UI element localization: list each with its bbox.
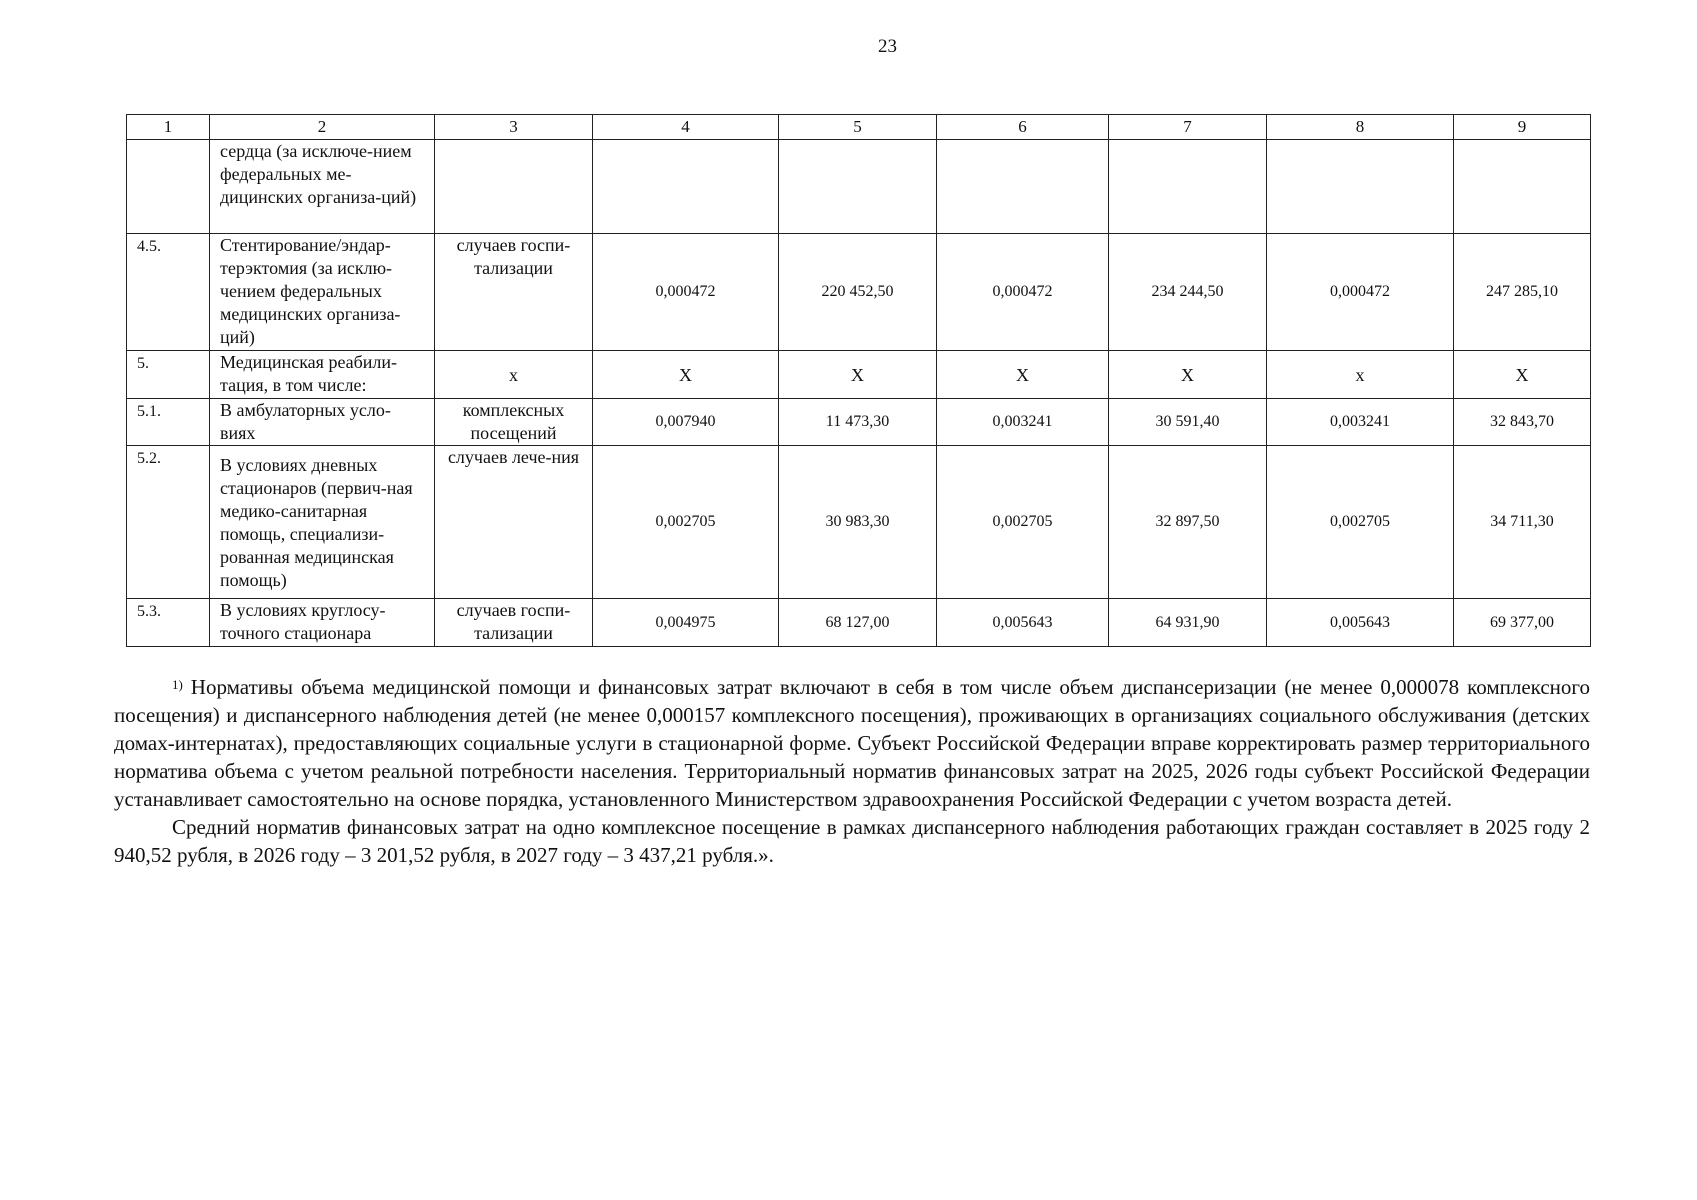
page-number: 23: [878, 36, 897, 57]
column-header: 2: [210, 115, 435, 140]
row-value: Х: [1454, 351, 1591, 399]
row-value: [593, 140, 779, 234]
row-value: 11 473,30: [779, 399, 937, 446]
row-value: 0,003241: [1267, 399, 1454, 446]
row-unit: случаев госпи-тализации: [435, 599, 593, 647]
row-value: 68 127,00: [779, 599, 937, 647]
row-name: Медицинская реабили-тация, в том числе:: [210, 351, 435, 399]
row-value: 0,005643: [1267, 599, 1454, 647]
column-header: 1: [127, 115, 210, 140]
table-row: [127, 351, 1591, 399]
row-name: В условиях дневных стационаров (первич-ная медико-санитарная помощь, специализи-рованная медицинская помощь): [210, 446, 435, 599]
row-value: Х: [1109, 351, 1267, 399]
row-unit: случаев госпи-тализации: [435, 234, 593, 351]
row-value: 220 452,50: [779, 234, 937, 351]
row-value: 64 931,90: [1109, 599, 1267, 647]
row-value: 32 843,70: [1454, 399, 1591, 446]
row-value: 0,005643: [937, 599, 1109, 647]
row-value: 32 897,50: [1109, 446, 1267, 599]
column-header: 3: [435, 115, 593, 140]
row-value: 34 711,30: [1454, 446, 1591, 599]
column-header: 6: [937, 115, 1109, 140]
row-value: 247 285,10: [1454, 234, 1591, 351]
column-header: 4: [593, 115, 779, 140]
row-name: сердца (за исключе-нием федеральных ме-дицинских организа-ций): [210, 140, 435, 234]
norms-table: [126, 114, 1591, 647]
row-value: 0,002705: [1267, 446, 1454, 599]
row-value: Х: [937, 351, 1109, 399]
footnote-paragraph: [114, 673, 1590, 813]
row-value: 0,000472: [937, 234, 1109, 351]
row-value: [1454, 140, 1591, 234]
row-value: 0,007940: [593, 399, 779, 446]
row-value: 0,000472: [593, 234, 779, 351]
row-value: 0,004975: [593, 599, 779, 647]
table-header-row: [127, 115, 1591, 140]
row-value: 30 591,40: [1109, 399, 1267, 446]
row-value: 0,002705: [937, 446, 1109, 599]
row-name: В амбулаторных усло-виях: [210, 399, 435, 446]
footnote-marker: 1): [172, 677, 183, 692]
table-row: [127, 599, 1591, 647]
row-unit: комплексных посещений: [435, 399, 593, 446]
row-number: 4.5.: [127, 234, 210, 351]
row-name: В условиях круглосу-точного стационара: [210, 599, 435, 647]
row-value: 0,002705: [593, 446, 779, 599]
row-unit: случаев лече-ния: [435, 446, 593, 599]
row-number: 5.: [127, 351, 210, 399]
table-row: [127, 140, 1591, 234]
table-row: [127, 446, 1591, 599]
row-value: 69 377,00: [1454, 599, 1591, 647]
column-header: 7: [1109, 115, 1267, 140]
average-norm-paragraph: Средний норматив финансовых затрат на одно комплексное посещение в рамках диспансерного наблюдения работающих граждан составляет в 2025 году 2 940,52 рубля, в 2026 году – 3 201,52 рубля, в 2027 году – 3 437,21 рубля.».: [114, 815, 1590, 867]
table-row: [127, 399, 1591, 446]
row-value: х: [1267, 351, 1454, 399]
row-value: [779, 140, 937, 234]
row-value: [937, 140, 1109, 234]
row-number: 5.2.: [127, 446, 210, 599]
row-value: Х: [779, 351, 937, 399]
row-number: [127, 140, 210, 234]
row-value: [1267, 140, 1454, 234]
footnotes: [114, 673, 1590, 869]
row-value: 0,000472: [1267, 234, 1454, 351]
footnote-text: Нормативы объема медицинской помощи и финансовых затрат включают в себя в том числе объем диспансеризации (не менее 0,000078 комплексного посещения) и диспансерного наблюдения детей (не менее 0,000157 комплексного посещения), проживающих в организациях социального обслуживания (детских домах-интернатах), предоставляющих социальные услуги в стационарной форме. Субъект Российской Федерации вправе корректировать размер территориального норматива объема с учетом реальной потребности населения. Территориальный норматив финансовых затрат на 2025, 2026 годы субъект Российской Федерации устанавливает самостоятельно на основе порядка, установленного Министерством здравоохранения Российской Федерации с учетом возраста детей.: [114, 675, 1590, 811]
column-header: 9: [1454, 115, 1591, 140]
table-row: [127, 234, 1591, 351]
row-value: Х: [593, 351, 779, 399]
row-value: 234 244,50: [1109, 234, 1267, 351]
row-number: 5.3.: [127, 599, 210, 647]
row-number: 5.1.: [127, 399, 210, 446]
row-value: 30 983,30: [779, 446, 937, 599]
row-value: 0,003241: [937, 399, 1109, 446]
row-unit: х: [435, 351, 593, 399]
row-name: Стентирование/эндар-терэктомия (за исклю-чением федеральных медицинских организа-ций): [210, 234, 435, 351]
column-header: 5: [779, 115, 937, 140]
row-unit: [435, 140, 593, 234]
column-header: 8: [1267, 115, 1454, 140]
row-value: [1109, 140, 1267, 234]
